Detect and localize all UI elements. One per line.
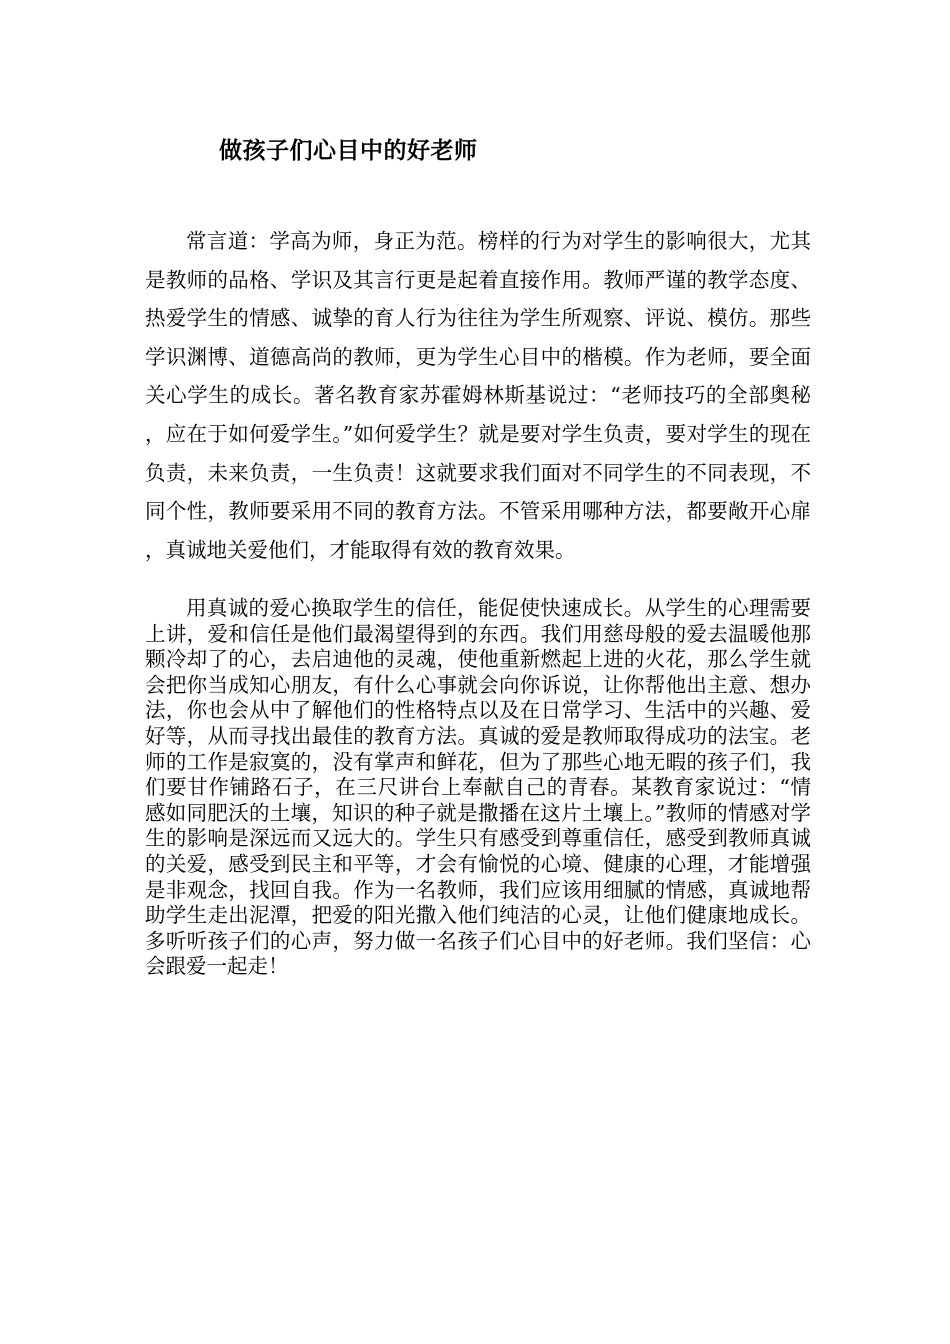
paragraph-1: 常言道：学高为师，身正为范。榜样的行为对学生的影响很大，尤其是教师的品格、学识及其言行更是起着直接作用。教师严谨的教学态度、热爱学生的情感、诚挚的育人行为往往为学生所观察、评说、模仿。那些学识渊博、道德高尚的教师，更为学生心目中的楷模。作为老师，要全面关心学生的成长。著名教育家苏霍姆林斯基说过：“老师技巧的全部奥秘，应在于如何爱学生。”如何爱学生？就是要对学生负责，要对学生的现在负责，未来负责，一生负责！这就要求我们面对不同学生的不同表现，不同个性，教师要采用不同的教育方法。不管采用哪种方法，都要敞开心扉，真诚地关爱他们，才能取得有效的教育效果。 — [145, 229, 811, 562]
paragraph-2: 用真诚的爱心换取学生的信任，能促使快速成长。从学生的心理需要上讲，爱和信任是他们最渴望得到的东西。我们用慈母般的爱去温暖他那颗冷却了的心，去启迪他的灵魂，使他重新燃起上进的火花，那么学生就会把你当成知心朋友，有什么心事就会向你诉说，让你帮他出主意、想办法，你也会从中了解他们的性格特点以及在日常学习、生活中的兴趣、爱好等，从而寻找出最佳的教育方法。真诚的爱是教师取得成功的法宝。老师的工作是寂寞的，没有掌声和鲜花，但为了那些心地无暇的孩子们，我们要甘作铺路石子，在三尺讲台上奉献自己的青春。某教育家说过：“情感如同肥沃的土壤，知识的种子就是撒播在这片土壤上。”教师的情感对学生的影响是深远而又远大的。学生只有感受到尊重信任，感受到教师真诚的关爱，感受到民主和平等，才会有愉悦的心境、健康的心理，才能增强是非观念，找回自我。作为一名教师，我们应该用细腻的情感，真诚地帮助学生走出泥潭，把爱的阳光撒入他们纯洁的心灵，让他们健康地成长。多听听孩子们的心声，努力做一名孩子们心目中的好老师。我们坚信：心会跟爱一起走！ — [145, 596, 811, 979]
document-title: 做孩子们心目中的好老师 — [219, 137, 478, 164]
